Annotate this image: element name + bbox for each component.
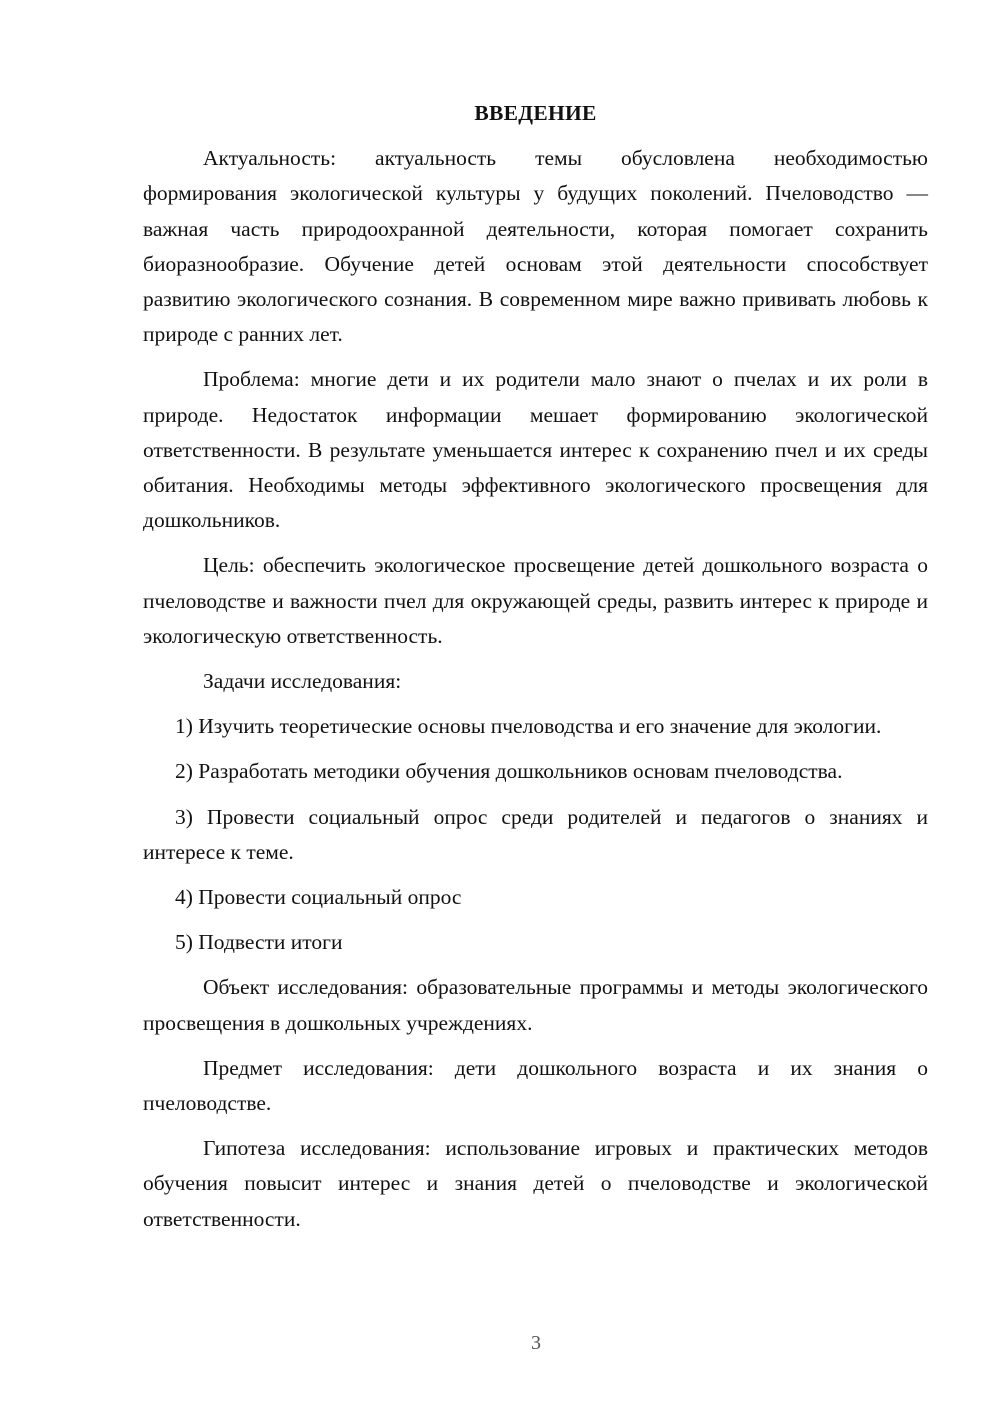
paragraph-subject: Предмет исследования: дети дошкольного возраста и их знания о пчеловодстве.	[143, 1055, 928, 1116]
section-heading: ВВЕДЕНИЕ	[474, 101, 597, 125]
document-body	[143, 96, 928, 1247]
task-item-2: 2) Разработать методики обучения дошкольников основам пчеловодства.	[175, 759, 843, 784]
task-item-5: 5) Подвести итоги	[175, 930, 343, 955]
paragraph-relevance: Актуальность: актуальность темы обусловлена необходимостью формирования экологической культуры у будущих поколений. Пчеловодство — важная часть природоохранной деятельности, которая помогает сохранить биоразнообразие. Обучение детей основам этой деятельности способствует развитию экологического сознания. В современном мире важно прививать любовь к природе с ранних лет.	[143, 146, 928, 347]
paragraph-object: Объект исследования: образовательные программы и методы экологического просвещения в дошкольных учреждениях.	[143, 975, 928, 1035]
paragraph-goal: Цель: обеспечить экологическое просвещение детей дошкольного возраста о пчеловодстве и важности пчел для окружающей среды, развить интерес к природе и экологическую ответственность.	[143, 553, 928, 648]
task-item-4: 4) Провести социальный опрос	[175, 885, 462, 910]
paragraph-problem: Проблема: многие дети и их родители мало знают о пчелах и их роли в природе. Недостаток информации мешает формированию экологической ответственности. В результате уменьшается интерес к сохранению пчел и их среды обитания. Необходимы методы эффективного экологического просвещения для дошкольников.	[143, 367, 928, 533]
task-item-1: 1) Изучить теоретические основы пчеловодства и его значение для экологии.	[175, 714, 882, 739]
page-number: 3	[531, 1332, 541, 1354]
paragraph-hypothesis: Гипотеза исследования: использование игровых и практических методов обучения повысит интерес и знания детей о пчеловодстве и экологической ответственности.	[143, 1136, 928, 1231]
task-item-3: 3) Провести социальный опрос среди родителей и педагогов о знаниях и интересе к теме.	[143, 804, 928, 864]
tasks-title: Задачи исследования:	[203, 669, 402, 694]
